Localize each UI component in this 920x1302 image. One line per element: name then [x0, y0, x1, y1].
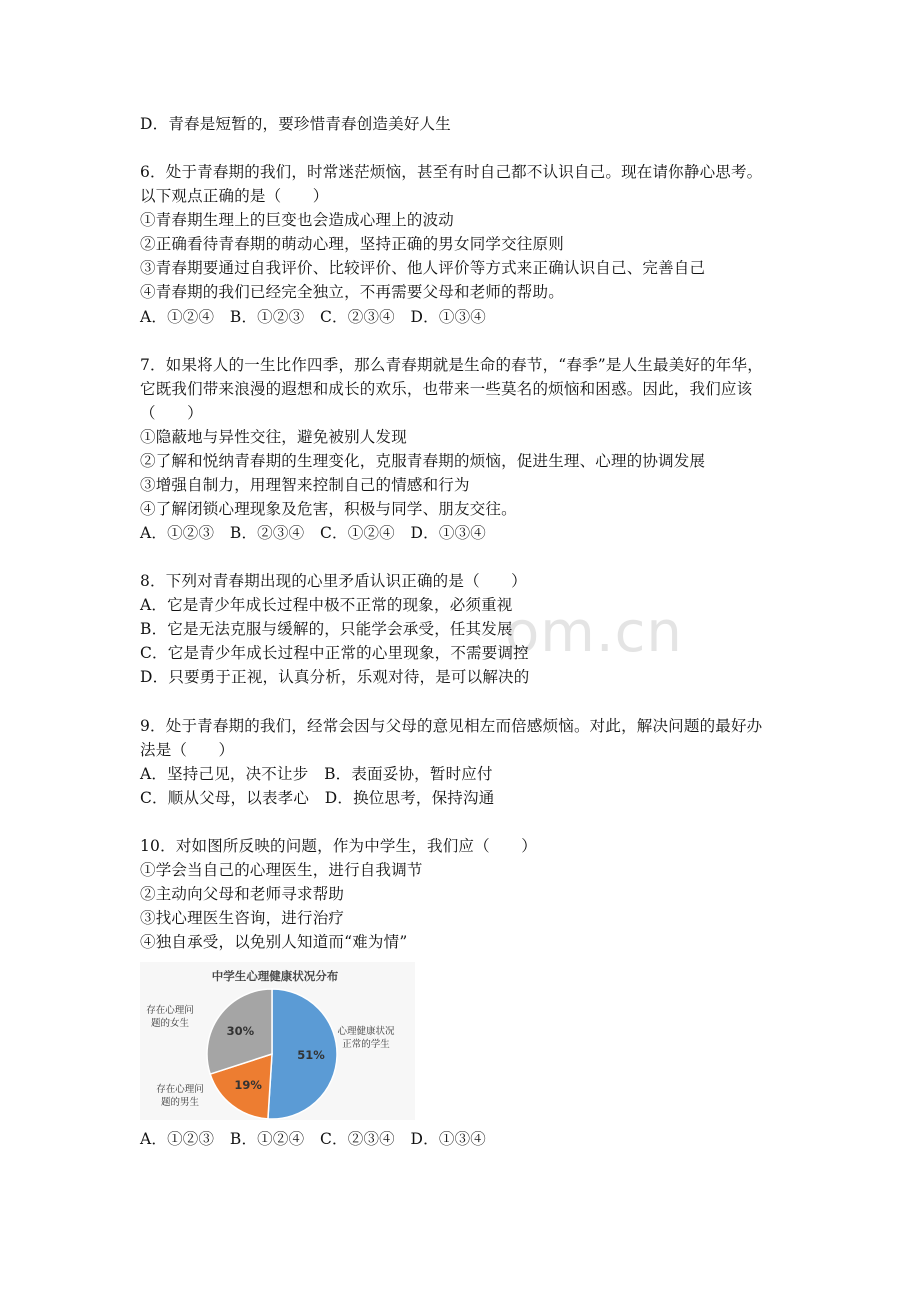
q10-item-3: ③找心理医生咨询，进行治疗: [140, 909, 345, 927]
q8-option-b: B．它是无法克服与缓解的，只能学会承受，任其发展: [140, 620, 513, 638]
q7-options: A．①②③ B．②③④ C．①②④ D．①③④: [140, 524, 486, 542]
pie-category-label-1: 存在心理问题的男生: [156, 1084, 204, 1108]
q7-stem-2: 它既我们带来浪漫的遐想和成长的欢乐，也带来一些莫名的烦恼和困惑。因此，我们应该: [140, 380, 753, 398]
q10-item-1: ①学会当自己的心理医生，进行自我调节: [140, 861, 423, 879]
chart-title: 中学生心理健康状况分布: [211, 969, 339, 983]
pie-value-label-2: 30%: [226, 1024, 255, 1039]
pie-value-label-1: 19%: [234, 1077, 262, 1092]
q7-stem-3: （ ）: [140, 404, 203, 422]
pie-category-label-0: 心理健康状况正常的学生: [337, 1026, 395, 1050]
q7-item-3: ③增强自制力，用理智来控制自己的情感和行为: [140, 476, 470, 494]
q5-option-d: D．青春是短暂的，要珍惜青春创造美好人生: [140, 115, 451, 133]
q9-options-ab: A．坚持己见，决不让步 B．表面妥协，暂时应付: [140, 765, 493, 783]
pie-value-label-0: 51%: [297, 1048, 325, 1063]
q7-item-2: ②了解和悦纳青春期的生理变化，克服青春期的烦恼，促进生理、心理的协调发展: [140, 452, 706, 470]
q6-options: A．①②④ B．①②③ C．②③④ D．①③④: [140, 308, 486, 326]
q8-option-c: C．它是青少年成长过程中正常的心里现象，不需要调控: [140, 644, 529, 662]
q6-item-4: ④青春期的我们已经完全独立，不再需要父母和老师的帮助。: [140, 283, 564, 301]
q6-item-2: ②正确看待青春期的萌动心理，坚持正确的男女同学交往原则: [140, 235, 564, 253]
q6-item-3: ③青春期要通过自我评价、比较评价、他人评价等方式来正确认识自己、完善自己: [140, 259, 706, 277]
q10-options: A．①②③ B．①②④ C．②③④ D．①③④: [140, 1130, 486, 1148]
q8-stem: 8．下列对青春期出现的心里矛盾认识正确的是（ ）: [140, 572, 527, 590]
q8-option-a: A．它是青少年成长过程中极不正常的现象，必须重视: [140, 596, 513, 614]
q6-stem-2: 以下观点正确的是（ ）: [140, 187, 329, 205]
q6-item-1: ①青春期生理上的巨变也会造成心理上的波动: [140, 211, 455, 229]
q9-stem-1: 9．处于青春期的我们，经常会因与父母的意见相左而倍感烦恼。对此，解决问题的最好办: [140, 717, 763, 735]
q9-options-cd: C．顺从父母，以表孝心 D．换位思考，保持沟通: [140, 789, 495, 807]
pie-category-label-2: 存在心理问题的女生: [146, 1005, 194, 1029]
pie-chart: [140, 962, 415, 1120]
q10-item-2: ②主动向父母和老师寻求帮助: [140, 885, 345, 903]
q7-stem-1: 7．如果将人的一生比作四季，那么青春期就是生命的春节，“春季”是人生最美好的年华，: [140, 356, 763, 374]
watermark: om.cn: [505, 600, 683, 665]
q8-option-d: D．只要勇于正视，认真分析，乐观对待，是可以解决的: [140, 668, 530, 686]
q6-stem-1: 6．处于青春期的我们，时常迷茫烦恼，甚至有时自己都不认识自己。现在请你静心思考。: [140, 163, 763, 181]
q7-item-4: ④了解闭锁心理现象及危害，积极与同学、朋友交往。: [140, 500, 517, 518]
q10-item-4: ④独自承受，以免别人知道而“难为情”: [140, 933, 408, 951]
q7-item-1: ①隐蔽地与异性交往，避免被别人发现: [140, 428, 407, 446]
q9-stem-2: 法是（ ）: [140, 741, 235, 759]
q10-stem: 10．对如图所反映的问题，作为中学生，我们应（ ）: [140, 837, 537, 855]
